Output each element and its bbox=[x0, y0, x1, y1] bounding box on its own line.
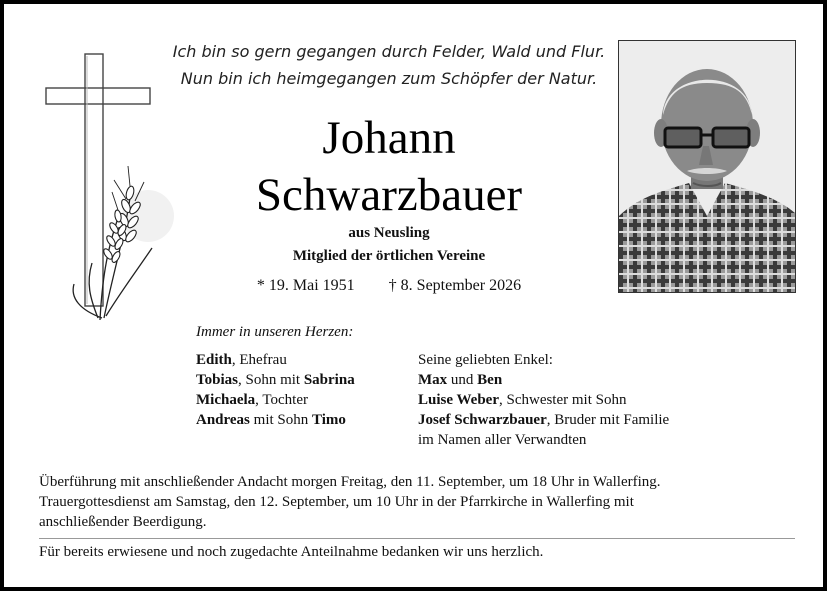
mourner-name: Edith bbox=[196, 352, 232, 368]
death-cross-icon: † bbox=[388, 277, 397, 294]
verse-line-1: Ich bin so gern gegangen durch Felder, Wald und Flur. bbox=[172, 42, 606, 61]
mourner-name: Tobias bbox=[196, 372, 238, 388]
funeral-info bbox=[39, 472, 799, 532]
mourner-relation: , Sohn mit bbox=[237, 372, 304, 388]
mourner-name: Josef Schwarzbauer bbox=[418, 412, 547, 428]
mourner-name: Sabrina bbox=[303, 372, 355, 388]
thanks-note: Für bereits erwiesene und noch zugedachte Anteilnahme bedanken wir uns herzlich. bbox=[39, 544, 544, 560]
mourner-relation: , Ehefrau bbox=[231, 352, 287, 368]
portrait-photo bbox=[618, 40, 796, 293]
memorial-verse bbox=[164, 38, 614, 92]
mourner-line bbox=[418, 390, 669, 410]
mourner-relation: , Tochter bbox=[255, 392, 308, 408]
mourner-name: Luise Weber bbox=[418, 392, 499, 408]
mourner-relation: mit Sohn bbox=[249, 412, 313, 428]
mourner-line bbox=[196, 350, 355, 370]
origin: aus Neusling bbox=[348, 225, 430, 241]
birth-star-icon: * bbox=[256, 277, 265, 294]
info-line-2: Trauergottesdienst am Samstag, den 12. September, um 10 Uhr in der Pfarrkirche in Wallerfing mit bbox=[39, 494, 634, 510]
mourner-line bbox=[196, 370, 355, 390]
mourners-relatives bbox=[418, 350, 669, 450]
membership: Mitglied der örtlichen Vereine bbox=[292, 248, 486, 264]
mourner-line bbox=[418, 410, 669, 430]
mourners-family bbox=[196, 350, 355, 430]
mourner-name: Michaela bbox=[196, 392, 256, 408]
mourner-relation: und bbox=[447, 372, 478, 388]
life-dates bbox=[179, 277, 599, 295]
info-line-1: Überführung mit anschließender Andacht morgen Freitag, den 11. September, um 18 Uhr in Wallerfing. bbox=[39, 474, 661, 490]
death-date: † 8. September 2026 bbox=[388, 277, 522, 294]
mourner-line bbox=[196, 410, 355, 430]
first-name: Johann bbox=[322, 112, 456, 164]
mourner-line bbox=[418, 370, 669, 390]
mourner-relation: Seine geliebten Enkel: bbox=[418, 352, 553, 368]
mourner-line bbox=[418, 430, 669, 450]
mourner-name: Timo bbox=[312, 412, 346, 428]
mourner-relation: , Bruder mit Familie bbox=[546, 412, 670, 428]
info-line-3: anschließender Beerdigung. bbox=[39, 514, 207, 530]
mourner-line bbox=[196, 390, 355, 410]
mourner-line bbox=[418, 350, 669, 370]
birth-date: * 19. Mai 1951 bbox=[256, 277, 355, 294]
divider bbox=[39, 538, 795, 539]
mourner-name: Ben bbox=[477, 372, 503, 388]
mourner-name: Andreas bbox=[196, 412, 250, 428]
mourners-heading: Immer in unseren Herzen: bbox=[196, 324, 354, 340]
deceased-name bbox=[179, 110, 599, 224]
last-name: Schwarzbauer bbox=[255, 169, 523, 221]
verse-line-2: Nun bin ich heimgegangen zum Schöpfer der Natur. bbox=[180, 69, 598, 88]
cross-with-wheat-icon bbox=[40, 48, 180, 328]
mourner-relation: im Namen aller Verwandten bbox=[418, 432, 587, 448]
mourner-name: Max bbox=[418, 372, 448, 388]
mourner-relation: , Schwester mit Sohn bbox=[498, 392, 627, 408]
